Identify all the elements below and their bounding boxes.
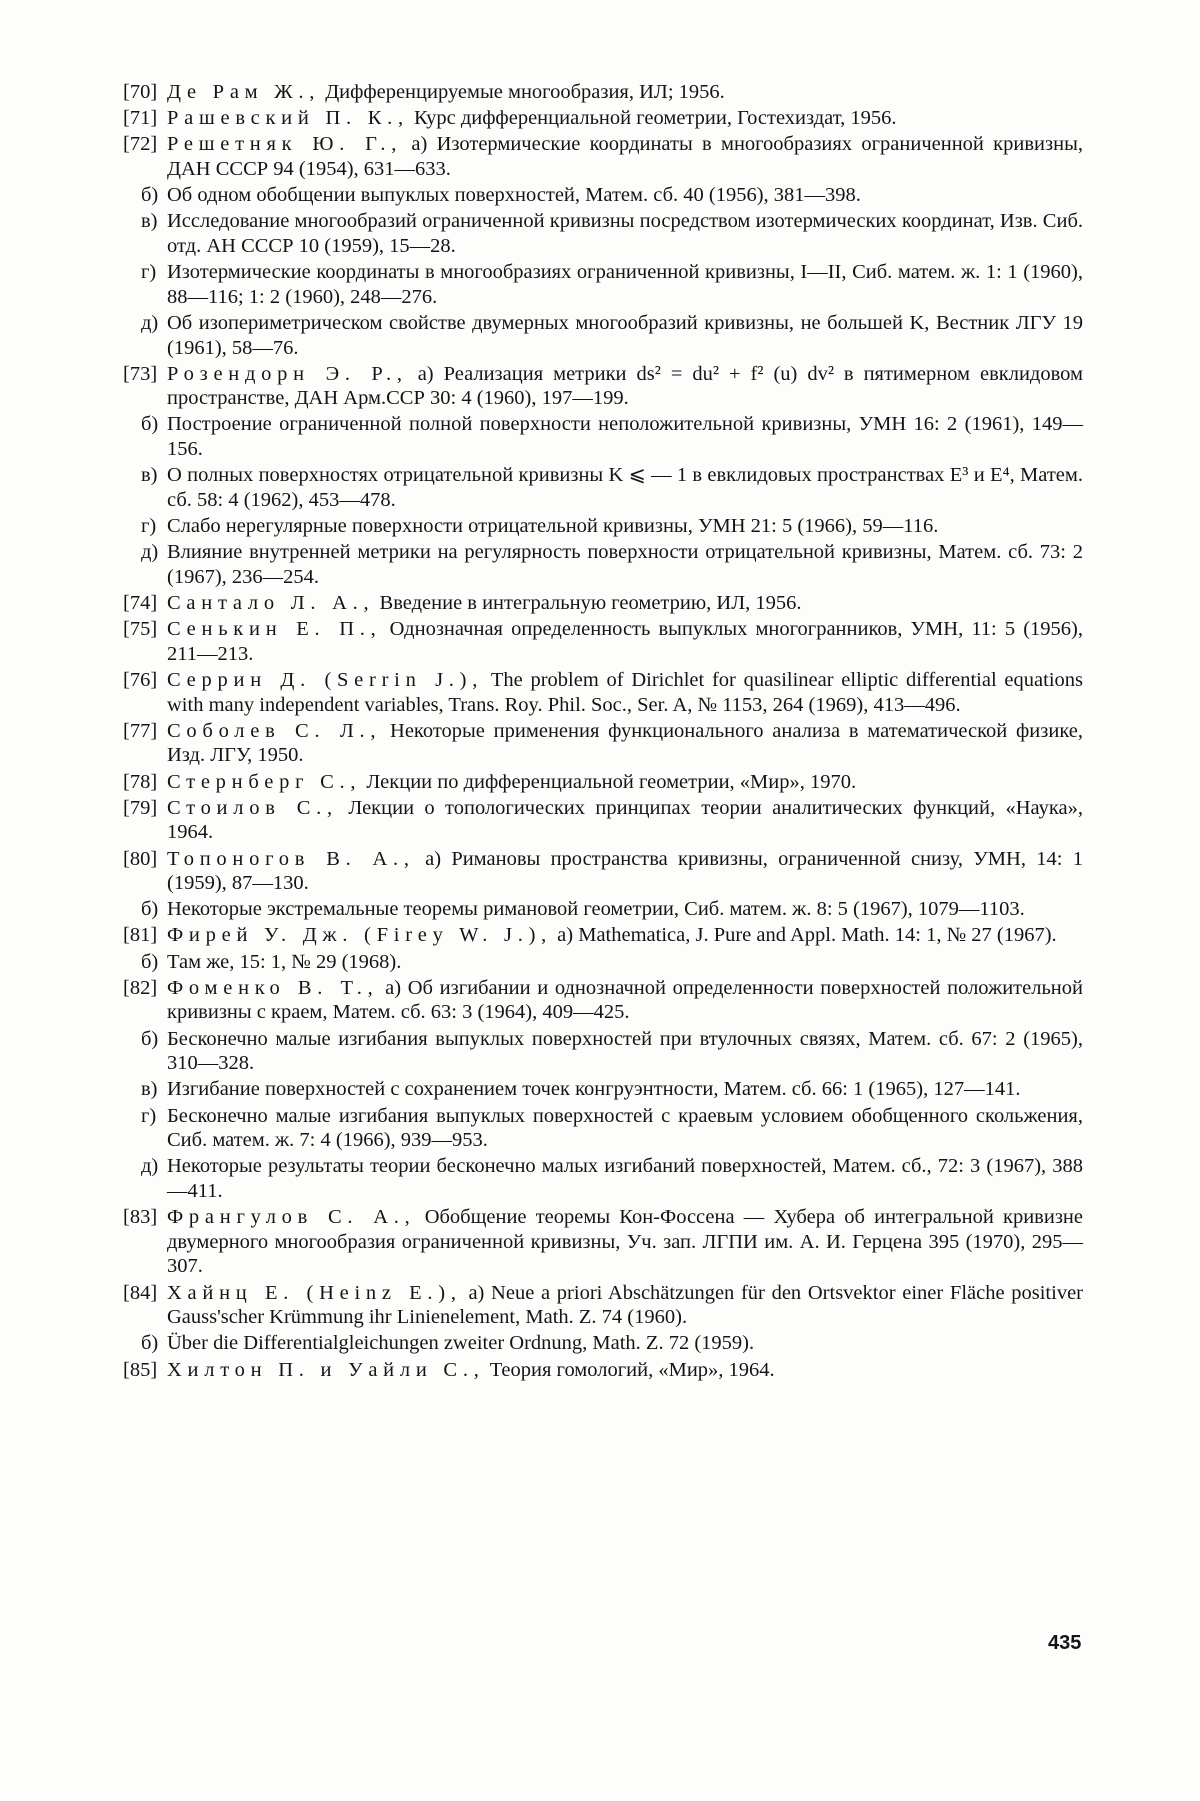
reference-subentry	[123, 1027, 1083, 1076]
reference-number: [72]	[123, 132, 165, 157]
reference-text: а) Mathematica, J. Pure and Appl. Math. 14: 1, № 27 (1967).	[557, 924, 1057, 946]
reference-entry	[123, 591, 1083, 616]
reference-text: а) Римановы пространства кривизны, ограниченной снизу, УМН, 14: 1 (1959), 87—130.	[167, 848, 1083, 895]
reference-author: Хилтон П. и Уайли С.,	[167, 1359, 485, 1381]
reference-author: Розендорн Э. Р.,	[167, 363, 408, 385]
subentry-letter: б)	[141, 183, 158, 208]
reference-number: [77]	[123, 719, 165, 744]
subentry-letter: б)	[141, 412, 158, 437]
subentry-text: Бесконечно малые изгибания выпуклых поверхностей с краевым условием обобщенного скольжения, Сиб. матем. ж. 7: 4 (1966), 939—953.	[167, 1105, 1083, 1152]
reference-list	[123, 80, 1083, 1384]
reference-number: [85]	[123, 1358, 165, 1383]
subentry-text: Об одном обобщении выпуклых поверхностей, Матем. сб. 40 (1956), 381—398.	[167, 184, 861, 206]
reference-subentry	[123, 950, 1083, 975]
reference-number: [71]	[123, 106, 165, 131]
reference-number: [76]	[123, 668, 165, 693]
subentry-text: Там же, 15: 1, № 29 (1968).	[167, 951, 401, 973]
subentry-text: Некоторые результаты теории бесконечно малых изгибаний поверхностей, Матем. сб., 72: 3 (1967), 388—411.	[167, 1155, 1083, 1202]
subentry-text: Изотермические координаты в многообразиях ограниченной кривизны, I—II, Сиб. матем. ж. 1: 1 (1960), 88—116; 1: 2 (1960), 248—276.	[167, 261, 1083, 308]
reference-subentry	[123, 897, 1083, 922]
subentry-text: Об изопериметрическом свойстве двумерных многообразий кривизны, не большей K, Вестник ЛГУ 19 (1961), 58—76.	[167, 312, 1083, 359]
reference-subentry	[123, 540, 1083, 589]
reference-author: Франгулов С. А.,	[167, 1206, 416, 1228]
reference-number: [78]	[123, 770, 165, 795]
reference-author: Фирей У. Дж. (Firey W. J.),	[167, 924, 552, 946]
subentry-text: Исследование многообразий ограниченной кривизны посредством изотермических координат, Изв. Сиб. отд. АН СССР 10 (1959), 15—28.	[167, 210, 1083, 257]
reference-text: а) Реализация метрики ds² = du² + f² (u) dv² в пятимерном евклидовом пространстве, ДАН Арм.ССР 30: 4 (1960), 197—199.	[167, 363, 1083, 410]
reference-entry	[123, 617, 1083, 666]
reference-author: Стоилов С.,	[167, 797, 338, 819]
subentry-letter: д)	[141, 540, 158, 565]
reference-author: Сантало Л. А.,	[167, 592, 374, 614]
reference-number: [73]	[123, 362, 165, 387]
page-number: 435	[1048, 1632, 1081, 1655]
reference-entry	[123, 668, 1083, 717]
book-page	[0, 0, 1200, 1801]
subentry-text: О полных поверхностях отрицательной кривизны K ⩽ — 1 в евклидовых пространствах E³ и E⁴, Матем. сб. 58: 4 (1962), 453—478.	[167, 464, 1083, 511]
reference-number: [70]	[123, 80, 165, 105]
reference-author: Топоногов В. А.,	[167, 848, 415, 870]
reference-text: The problem of Dirichlet for quasilinear elliptic differential equations with many independent variables, Trans. Roy. Phil. Soc., Ser. A, № 1153, 264 (1969), 413—496.	[167, 669, 1083, 716]
reference-author: Стернберг С.,	[167, 771, 361, 793]
subentry-letter: г)	[141, 1104, 156, 1129]
subentry-text: Влияние внутренней метрики на регулярность поверхности отрицательной кривизны, Матем. сб. 73: 2 (1967), 236—254.	[167, 541, 1083, 588]
reference-number: [80]	[123, 847, 165, 872]
reference-entry	[123, 923, 1083, 948]
reference-subentry	[123, 260, 1083, 309]
subentry-letter: г)	[141, 514, 156, 539]
reference-text: а) Об изгибании и однозначной определенности поверхностей положительной кривизны с краем, Матем. сб. 63: 3 (1964), 409—425.	[167, 977, 1083, 1024]
reference-text: Введение в интегральную геометрию, ИЛ, 1956.	[380, 592, 802, 614]
reference-text: Теория гомологий, «Мир», 1964.	[490, 1359, 775, 1381]
reference-number: [83]	[123, 1205, 165, 1230]
reference-subentry	[123, 514, 1083, 539]
reference-entry	[123, 80, 1083, 105]
subentry-text: Изгибание поверхностей с сохранением точек конгруэнтности, Матем. сб. 66: 1 (1965), 127—141.	[167, 1078, 1020, 1100]
subentry-letter: д)	[141, 1154, 158, 1179]
reference-entry	[123, 1358, 1083, 1383]
reference-text: Однозначная определенность выпуклых многогранников, УМН, 11: 5 (1956), 211—213.	[167, 618, 1083, 665]
subentry-text: Über die Differentialgleichungen zweiter Ordnung, Math. Z. 72 (1959).	[167, 1332, 754, 1354]
reference-author: Де Рам Ж.,	[167, 81, 320, 103]
reference-subentry	[123, 311, 1083, 360]
reference-subentry	[123, 1077, 1083, 1102]
reference-text: а) Neue a priori Abschätzungen für den Ortsvektor einer Fläche positiver Gauss'scher Krümmung ihr Linienelement, Math. Z. 74 (1960).	[167, 1282, 1083, 1329]
reference-entry	[123, 770, 1083, 795]
reference-author: Фоменко В. Т.,	[167, 977, 378, 999]
reference-author: Рашевский П. К.,	[167, 107, 409, 129]
reference-author: Решетняк Ю. Г.,	[167, 133, 402, 155]
reference-author: Серрин Д. (Serrin J.),	[167, 669, 483, 691]
subentry-letter: б)	[141, 897, 158, 922]
reference-subentry	[123, 1331, 1083, 1356]
reference-subentry	[123, 463, 1083, 512]
reference-entry	[123, 847, 1083, 896]
subentry-letter: в)	[141, 1077, 158, 1102]
reference-author: Хайнц Е. (Heinz E.),	[167, 1282, 462, 1304]
subentry-letter: в)	[141, 463, 158, 488]
reference-entry	[123, 976, 1083, 1025]
reference-number: [82]	[123, 976, 165, 1001]
reference-entry	[123, 362, 1083, 411]
subentry-letter: б)	[141, 1027, 158, 1052]
reference-entry	[123, 132, 1083, 181]
reference-number: [84]	[123, 1281, 165, 1306]
reference-text: а) Изотермические координаты в многообразиях ограниченной кривизны, ДАН СССР 94 (1954), 631—633.	[167, 133, 1083, 180]
reference-author: Соболев С. Л.,	[167, 720, 381, 742]
subentry-letter: б)	[141, 1331, 158, 1356]
reference-text: Лекции по дифференциальной геометрии, «Мир», 1970.	[366, 771, 856, 793]
reference-subentry	[123, 412, 1083, 461]
reference-subentry	[123, 183, 1083, 208]
reference-entry	[123, 719, 1083, 768]
reference-text: Лекции о топологических принципах теории аналитических функций, «Наука», 1964.	[167, 797, 1083, 844]
subentry-text: Бесконечно малые изгибания выпуклых поверхностей при втулочных связях, Матем. сб. 67: 2 (1965), 310—328.	[167, 1028, 1083, 1075]
reference-author: Сенькин Е. П.,	[167, 618, 382, 640]
reference-entry	[123, 106, 1083, 131]
subentry-letter: д)	[141, 311, 158, 336]
reference-subentry	[123, 209, 1083, 258]
subentry-text: Слабо нерегулярные поверхности отрицательной кривизны, УМН 21: 5 (1966), 59—116.	[167, 515, 938, 537]
reference-entry	[123, 796, 1083, 845]
subentry-letter: в)	[141, 209, 158, 234]
reference-number: [79]	[123, 796, 165, 821]
reference-text: Обобщение теоремы Кон-Фоссена — Хубера об интегральной кривизне двумерного многообразия ограниченной кривизны, Уч. зап. ЛГПИ им. А. И. Герцена 395 (1970), 295—307.	[167, 1206, 1083, 1277]
reference-entry	[123, 1281, 1083, 1330]
reference-entry	[123, 1205, 1083, 1279]
reference-text: Дифференцируемые многообразия, ИЛ; 1956.	[325, 81, 725, 103]
subentry-text: Некоторые экстремальные теоремы римановой геометрии, Сиб. матем. ж. 8: 5 (1967), 1079—1103.	[167, 898, 1025, 920]
reference-subentry	[123, 1104, 1083, 1153]
reference-text: Курс дифференциальной геометрии, Гостехиздат, 1956.	[414, 107, 897, 129]
reference-subentry	[123, 1154, 1083, 1203]
reference-number: [75]	[123, 617, 165, 642]
subentry-letter: г)	[141, 260, 156, 285]
subentry-text: Построение ограниченной полной поверхности неположительной кривизны, УМН 16: 2 (1961), 149—156.	[167, 413, 1083, 460]
reference-text: Некоторые применения функционального анализа в математической физике, Изд. ЛГУ, 1950.	[167, 720, 1083, 767]
subentry-letter: б)	[141, 950, 158, 975]
reference-number: [74]	[123, 591, 165, 616]
reference-number: [81]	[123, 923, 165, 948]
